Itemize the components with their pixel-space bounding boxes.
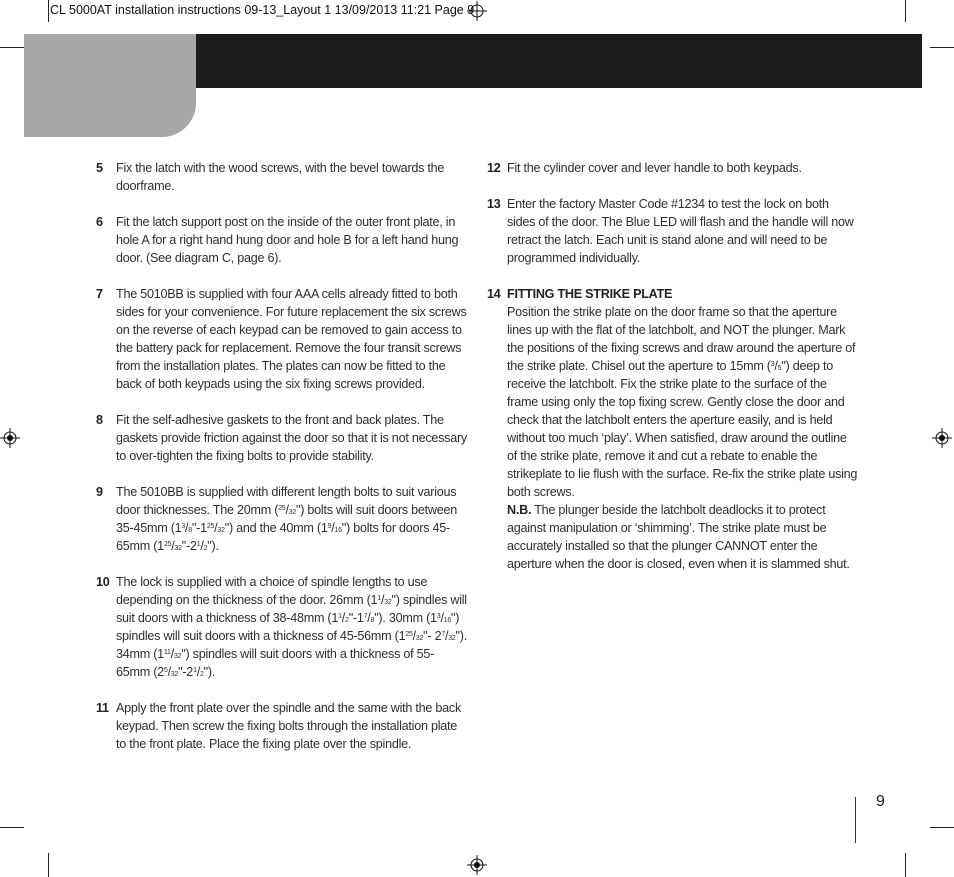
step-5 bbox=[96, 159, 468, 195]
step-number: 5 bbox=[96, 161, 103, 175]
step-text: Fix the latch with the wood screws, with the bevel towards the doorframe. bbox=[116, 161, 445, 193]
registration-mark-icon bbox=[467, 855, 487, 875]
crop-mark bbox=[930, 47, 954, 48]
step-text: The lock is supplied with a choice of spindle lengths to use depending on the thickness of the door. 26mm $(1^1/32")$ spindles will suit doors with a thickness of 38-48mm $(1^1/2"-1^7/8")$. 30mm $(1^3/16")$ spindles will suit doors with a thickness of 45-56mm ($1^{25}/32"-$ $2^7/32$"). 34mm $(1^{11}/32")$ spindles will suit doors with a thickness of 55-65mm $(2^5/32"-2^1/2")$. bbox=[116, 575, 467, 679]
page-number-rule bbox=[855, 797, 856, 843]
step-7 bbox=[96, 285, 468, 393]
note-label: N.B. bbox=[507, 503, 532, 517]
step-6 bbox=[96, 213, 468, 267]
step-text: Position the strike plate on the door frame so that the aperture lines up with the flat of the latchbolt, and NOT the plunger. Mark the positions of the fixing screws and draw around the aperture of the strike plate. Chisel out the aperture to 15mm ($^3$/5") deep to receive the latchbolt. Fix the strike plate to the surface of the frame using only the top fixing screw. Gently close the door and check that the latchbolt enters the aperture easily, and is held without too much ‘play’. When satisfied, draw around the outline of the strike plate, remove it and cut a rebate to enable the strikeplate to lie flush with the surface. Re-fix the strike plate using both screws. bbox=[507, 305, 858, 499]
registration-mark-icon bbox=[0, 428, 20, 448]
step-text: The 5010BB is supplied with different length bolts to suit various door thicknesses. The 20mm ($^{25}$/32") bolts will suit doors between 35-45mm $(1^3/8"-1^{25}/32")$ and the 40mm $(1^9/16")$ bolts for doors 45-65mm $(1^{25}/32"-2^1/2")$. bbox=[116, 485, 457, 553]
note-paragraph bbox=[507, 501, 859, 573]
crop-mark bbox=[48, 0, 49, 22]
step-text: Fit the latch support post on the inside of the outer front plate, in hole A for a right hand hung door and hole B for a left hand hung door. (See diagram C, page 6). bbox=[116, 215, 459, 265]
step-number: 7 bbox=[96, 287, 103, 301]
step-number: 13 bbox=[487, 197, 501, 211]
crop-mark bbox=[905, 0, 906, 22]
step-12 bbox=[487, 159, 859, 177]
left-column bbox=[96, 159, 468, 771]
step-number: 11 bbox=[96, 701, 109, 715]
right-column bbox=[487, 159, 859, 591]
note-text: The plunger beside the latchbolt deadlocks it to protect against manipulation or ‘shimming’. The strike plate must be accurately installed so that the plunger CANNOT enter the aperture when the door is closed, even when it is slammed shut. bbox=[507, 503, 850, 571]
printer-slug-line: CL 5000AT installation instructions 09-13_Layout 1 13/09/2013 11:21 Page 9 bbox=[50, 3, 475, 17]
step-number: 6 bbox=[96, 215, 103, 229]
page-number: 9 bbox=[876, 793, 885, 810]
step-number: 9 bbox=[96, 485, 103, 499]
step-text: Fit the self-adhesive gaskets to the front and back plates. The gaskets provide friction against the door so that it is not necessary to over-tighten the fixing bolts to provide stability. bbox=[116, 413, 467, 463]
step-11 bbox=[96, 699, 468, 753]
crop-mark bbox=[0, 827, 24, 828]
header-bar bbox=[196, 34, 922, 88]
crop-mark bbox=[930, 827, 954, 828]
step-text: The 5010BB is supplied with four AAA cells already fitted to both sides for your convenience. For future replacement the six screws on the reverse of each keypad can be removed to gain access to the battery pack for replacement. Remove the four transit screws from the installation plates. The plates can now be fitted to the back of both keypads using the six fixing screws provided. bbox=[116, 287, 467, 391]
step-number: 10 bbox=[96, 575, 110, 589]
step-text: Fit the cylinder cover and lever handle to both keypads. bbox=[507, 161, 802, 175]
step-number: 14 bbox=[487, 287, 501, 301]
registration-mark-icon bbox=[467, 1, 487, 21]
step-number: 8 bbox=[96, 413, 103, 427]
step-14 bbox=[487, 285, 859, 573]
step-10 bbox=[96, 573, 468, 681]
registration-mark-icon bbox=[932, 428, 952, 448]
step-text: Enter the factory Master Code #1234 to test the lock on both sides of the door. The Blue LED will flash and the handle will now retract the latch. Each unit is stand alone and will need to be programmed individually. bbox=[507, 197, 854, 265]
crop-mark bbox=[48, 853, 49, 877]
section-heading: FITTING THE STRIKE PLATE bbox=[507, 287, 673, 301]
crop-mark bbox=[905, 853, 906, 877]
step-9 bbox=[96, 483, 468, 555]
step-8 bbox=[96, 411, 468, 465]
step-number: 12 bbox=[487, 161, 501, 175]
step-text: Apply the front plate over the spindle and the same with the back keypad. Then screw the fixing bolts through the installation plate to the front plate. Place the fixing plate over the spindle. bbox=[116, 701, 461, 751]
crop-mark bbox=[0, 47, 24, 48]
step-13 bbox=[487, 195, 859, 267]
header-tab bbox=[24, 34, 196, 137]
